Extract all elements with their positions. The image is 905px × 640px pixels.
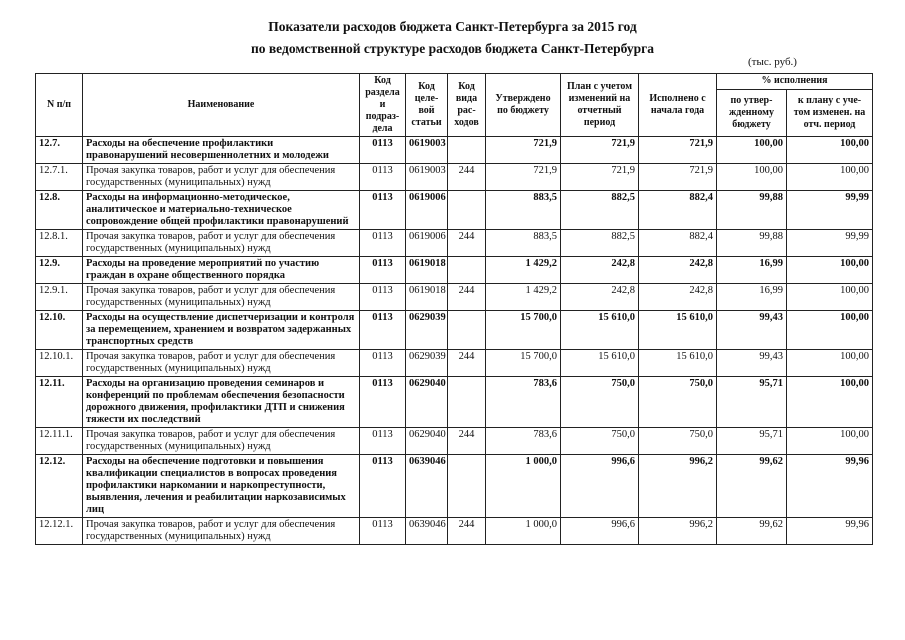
cell-pct-approved: 99,62 [717, 455, 787, 518]
cell-plan: 996,6 [561, 455, 639, 518]
cell-num: 12.7. [36, 137, 83, 164]
cell-name: Прочая закупка товаров, работ и услуг для обеспечения государственных (муниципальных) нужд [83, 284, 360, 311]
header-percent: % исполнения [717, 74, 873, 90]
cell-pct-plan: 99,96 [787, 455, 873, 518]
cell-target: 0629040 [406, 377, 448, 428]
cell-name: Расходы на обеспечение подготовки и повышения квалификации специалистов в вопросах проведения профилактики наркомании и наркопреступности, выявления, лечения и реабилитации наркозависимых лиц [83, 455, 360, 518]
cell-executed: 15 610,0 [639, 350, 717, 377]
cell-section: 0113 [360, 164, 406, 191]
cell-kind: 244 [448, 518, 486, 545]
cell-kind [448, 311, 486, 350]
cell-approved: 883,5 [486, 230, 561, 257]
table-row [36, 311, 873, 350]
table-row [36, 257, 873, 284]
cell-pct-plan: 99,96 [787, 518, 873, 545]
cell-plan: 750,0 [561, 377, 639, 428]
cell-pct-approved: 99,43 [717, 311, 787, 350]
cell-approved: 783,6 [486, 377, 561, 428]
cell-approved: 15 700,0 [486, 350, 561, 377]
cell-approved: 1 000,0 [486, 518, 561, 545]
cell-pct-plan: 100,00 [787, 137, 873, 164]
header-name: Наименование [83, 74, 360, 137]
cell-pct-plan: 100,00 [787, 284, 873, 311]
cell-kind [448, 191, 486, 230]
cell-kind [448, 257, 486, 284]
cell-plan: 242,8 [561, 257, 639, 284]
cell-approved: 1 000,0 [486, 455, 561, 518]
table-row [36, 164, 873, 191]
cell-plan: 242,8 [561, 284, 639, 311]
cell-executed: 996,2 [639, 455, 717, 518]
units-label: (тыс. руб.) [748, 56, 797, 68]
cell-section: 0113 [360, 191, 406, 230]
cell-pct-approved: 100,00 [717, 137, 787, 164]
header-plan: План с учетом изменений на отчетный период [561, 74, 639, 137]
cell-executed: 242,8 [639, 284, 717, 311]
header-num: N п/п [36, 74, 83, 137]
cell-num: 12.11. [36, 377, 83, 428]
cell-executed: 750,0 [639, 377, 717, 428]
cell-name: Прочая закупка товаров, работ и услуг для обеспечения государственных (муниципальных) нужд [83, 518, 360, 545]
cell-section: 0113 [360, 311, 406, 350]
cell-target: 0619006 [406, 191, 448, 230]
cell-pct-approved: 95,71 [717, 377, 787, 428]
table-row [36, 284, 873, 311]
table-row [36, 455, 873, 518]
cell-pct-plan: 99,99 [787, 230, 873, 257]
cell-target: 0629039 [406, 311, 448, 350]
cell-approved: 721,9 [486, 164, 561, 191]
cell-approved: 721,9 [486, 137, 561, 164]
cell-section: 0113 [360, 518, 406, 545]
cell-section: 0113 [360, 284, 406, 311]
cell-pct-plan: 99,99 [787, 191, 873, 230]
cell-name: Расходы на обеспечение профилактики правонарушений несовершеннолетних и молодежи [83, 137, 360, 164]
cell-name: Расходы на проведение мероприятий по участию граждан в охране общественного порядка [83, 257, 360, 284]
header-kind-code: Код вида рас-ходов [448, 74, 486, 137]
cell-num: 12.12. [36, 455, 83, 518]
cell-kind: 244 [448, 350, 486, 377]
cell-section: 0113 [360, 377, 406, 428]
header-section-code: Код раздела и подраз-дела [360, 74, 406, 137]
cell-plan: 750,0 [561, 428, 639, 455]
table-row [36, 428, 873, 455]
cell-pct-approved: 95,71 [717, 428, 787, 455]
cell-kind: 244 [448, 428, 486, 455]
cell-section: 0113 [360, 350, 406, 377]
cell-kind: 244 [448, 230, 486, 257]
cell-num: 12.8.1. [36, 230, 83, 257]
document-title-line-1: Показатели расходов бюджета Санкт-Петербурга за 2015 год [268, 19, 637, 34]
table-row [36, 350, 873, 377]
table-row [36, 518, 873, 545]
cell-pct-approved: 99,62 [717, 518, 787, 545]
table-row [36, 137, 873, 164]
expenses-table [35, 73, 873, 545]
header-target-code: Код целе-вой статьи [406, 74, 448, 137]
cell-plan: 15 610,0 [561, 350, 639, 377]
cell-num: 12.10. [36, 311, 83, 350]
header-approved: Утверждено по бюджету [486, 74, 561, 137]
cell-target: 0639046 [406, 455, 448, 518]
cell-executed: 242,8 [639, 257, 717, 284]
cell-name: Расходы на информационно-методическое, аналитическое и материально-техническое сопровождение общей профилактики правонарушений [83, 191, 360, 230]
cell-target: 0619003 [406, 164, 448, 191]
cell-approved: 883,5 [486, 191, 561, 230]
cell-name: Расходы на осуществление диспетчеризации и контроля за перемещением, хранением и возвратом задержанных транспортных средств [83, 311, 360, 350]
cell-executed: 882,4 [639, 191, 717, 230]
cell-num: 12.8. [36, 191, 83, 230]
cell-pct-approved: 16,99 [717, 257, 787, 284]
header-pct-approved: по утвер-жденному бюджету [717, 89, 787, 136]
table-row [36, 377, 873, 428]
cell-target: 0619003 [406, 137, 448, 164]
cell-section: 0113 [360, 428, 406, 455]
cell-name: Расходы на организацию проведения семинаров и конференций по проблемам обеспечения безопасности дорожного движения, профилактики ДТП и снижения тяжести их последствий [83, 377, 360, 428]
cell-pct-approved: 99,88 [717, 191, 787, 230]
cell-name: Прочая закупка товаров, работ и услуг для обеспечения государственных (муниципальных) нужд [83, 428, 360, 455]
cell-executed: 750,0 [639, 428, 717, 455]
cell-pct-plan: 100,00 [787, 257, 873, 284]
cell-executed: 721,9 [639, 137, 717, 164]
cell-target: 0619018 [406, 257, 448, 284]
cell-pct-plan: 100,00 [787, 350, 873, 377]
cell-approved: 783,6 [486, 428, 561, 455]
cell-pct-plan: 100,00 [787, 311, 873, 350]
cell-plan: 721,9 [561, 137, 639, 164]
cell-num: 12.9. [36, 257, 83, 284]
cell-num: 12.9.1. [36, 284, 83, 311]
cell-section: 0113 [360, 137, 406, 164]
cell-name: Прочая закупка товаров, работ и услуг для обеспечения государственных (муниципальных) нужд [83, 164, 360, 191]
cell-executed: 721,9 [639, 164, 717, 191]
cell-num: 12.11.1. [36, 428, 83, 455]
cell-pct-plan: 100,00 [787, 377, 873, 428]
cell-plan: 882,5 [561, 230, 639, 257]
cell-approved: 1 429,2 [486, 284, 561, 311]
cell-kind [448, 137, 486, 164]
cell-approved: 1 429,2 [486, 257, 561, 284]
cell-kind: 244 [448, 164, 486, 191]
cell-pct-approved: 99,88 [717, 230, 787, 257]
cell-section: 0113 [360, 257, 406, 284]
cell-executed: 882,4 [639, 230, 717, 257]
cell-kind: 244 [448, 284, 486, 311]
cell-plan: 882,5 [561, 191, 639, 230]
cell-num: 12.10.1. [36, 350, 83, 377]
cell-target: 0629040 [406, 428, 448, 455]
table-body [36, 137, 873, 545]
cell-pct-plan: 100,00 [787, 164, 873, 191]
cell-executed: 15 610,0 [639, 311, 717, 350]
cell-target: 0639046 [406, 518, 448, 545]
cell-target: 0629039 [406, 350, 448, 377]
cell-kind [448, 377, 486, 428]
cell-plan: 721,9 [561, 164, 639, 191]
cell-pct-approved: 16,99 [717, 284, 787, 311]
table-row [36, 230, 873, 257]
cell-section: 0113 [360, 230, 406, 257]
cell-target: 0619018 [406, 284, 448, 311]
cell-plan: 15 610,0 [561, 311, 639, 350]
cell-kind [448, 455, 486, 518]
cell-executed: 996,2 [639, 518, 717, 545]
document-title-line-2: по ведомственной структуре расходов бюджета Санкт-Петербурга [250, 41, 655, 56]
cell-name: Прочая закупка товаров, работ и услуг для обеспечения государственных (муниципальных) нужд [83, 230, 360, 257]
cell-num: 12.7.1. [36, 164, 83, 191]
cell-approved: 15 700,0 [486, 311, 561, 350]
cell-plan: 996,6 [561, 518, 639, 545]
cell-name: Прочая закупка товаров, работ и услуг для обеспечения государственных (муниципальных) нужд [83, 350, 360, 377]
cell-pct-plan: 100,00 [787, 428, 873, 455]
cell-num: 12.12.1. [36, 518, 83, 545]
cell-pct-approved: 100,00 [717, 164, 787, 191]
table-row [36, 191, 873, 230]
header-pct-plan: к плану с уче-том изменен. на отч. период [787, 89, 873, 136]
cell-section: 0113 [360, 455, 406, 518]
cell-target: 0619006 [406, 230, 448, 257]
cell-pct-approved: 99,43 [717, 350, 787, 377]
header-executed: Исполнено с начала года [639, 74, 717, 137]
